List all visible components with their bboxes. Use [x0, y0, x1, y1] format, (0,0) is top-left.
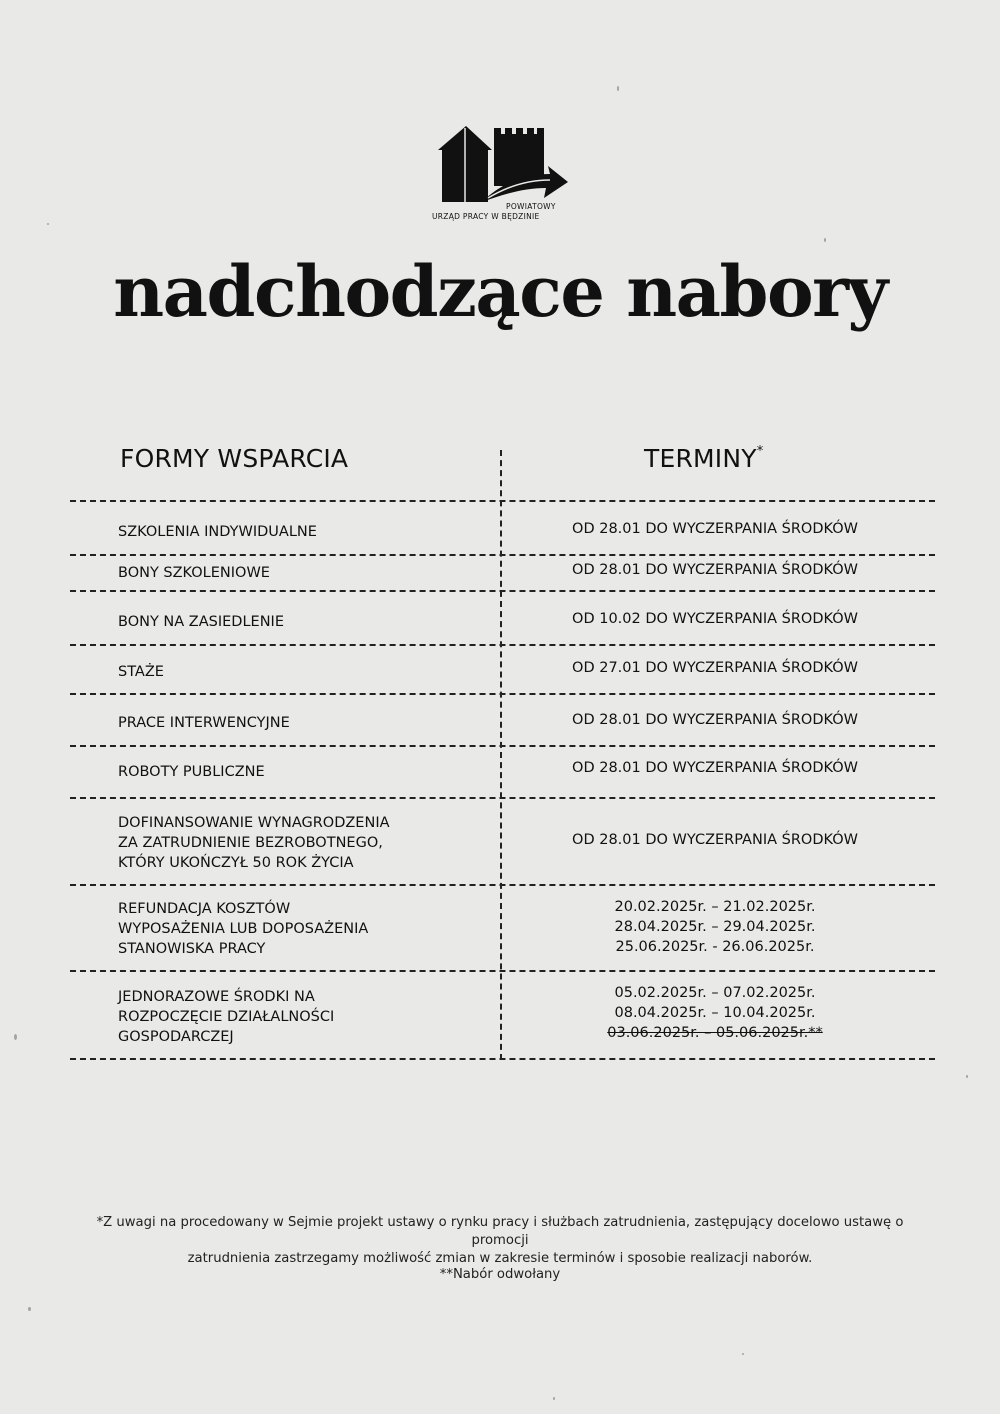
page-title: nadchodzące nabory — [113, 250, 887, 333]
form-line: JEDNORAZOWE ŚRODKI NA — [118, 989, 315, 1005]
form-line: GOSPODARCZEJ — [118, 1029, 234, 1045]
form-line: ROBOTY PUBLICZNE — [118, 764, 265, 780]
table-row-divider — [70, 644, 935, 646]
table-row-form — [118, 762, 265, 782]
table-row-divider — [70, 1058, 935, 1060]
paper-speck — [553, 1397, 555, 1400]
table-row-form — [118, 612, 284, 632]
term-line: OD 28.01 DO WYCZERPANIA ŚRODKÓW — [572, 760, 858, 776]
table-row-divider — [70, 884, 935, 886]
paper-speck — [742, 1353, 744, 1355]
form-line: PRACE INTERWENCYJNE — [118, 715, 290, 731]
form-line: STANOWISKA PRACY — [118, 941, 266, 957]
term-line: OD 10.02 DO WYCZERPANIA ŚRODKÓW — [572, 611, 858, 627]
table-row-divider — [70, 970, 935, 972]
term-line: OD 28.01 DO WYCZERPANIA ŚRODKÓW — [572, 712, 858, 728]
paper-speck — [617, 86, 619, 91]
logo-text-line1: POWIATOWY — [506, 202, 556, 211]
term-line: 25.06.2025r. - 26.06.2025r. — [615, 939, 815, 955]
table-row-divider — [70, 797, 935, 799]
form-line: KTÓRY UKOŃCZYŁ 50 ROK ŻYCIA — [118, 855, 354, 871]
term-line: 05.02.2025r. – 07.02.2025r. — [614, 985, 816, 1001]
table-row-form — [118, 899, 368, 959]
form-line: SZKOLENIA INDYWIDUALNE — [118, 524, 317, 540]
footnote-changes-line2: zatrudnienia zastrzegamy możliwość zmian w zakresie terminów i sposobie realizacji naborów. — [187, 1251, 813, 1266]
table-row-form — [118, 662, 164, 682]
paper-speck — [47, 223, 49, 225]
term-line: 28.04.2025r. – 29.04.2025r. — [614, 919, 816, 935]
term-line: OD 28.01 DO WYCZERPANIA ŚRODKÓW — [572, 832, 858, 848]
logo — [432, 122, 572, 222]
term-line: OD 28.01 DO WYCZERPANIA ŚRODKÓW — [572, 521, 858, 537]
table-row-form — [118, 563, 270, 583]
table-row-form — [118, 713, 290, 733]
paper-speck — [824, 238, 826, 242]
form-line: ZA ZATRUDNIENIE BEZROBOTNEGO, — [118, 835, 383, 851]
term-line: 08.04.2025r. – 10.04.2025r. — [614, 1005, 816, 1021]
table-row-divider — [70, 745, 935, 747]
footnote-cancelled-text: **Nabór odwołany — [439, 1267, 561, 1282]
form-line: STAŻE — [118, 664, 164, 680]
logo-text-line2: URZĄD PRACY W BĘDZINIE — [432, 212, 540, 221]
header-terms-label: TERMINY — [644, 444, 757, 473]
table-row-term — [500, 609, 930, 629]
table-row-term — [500, 830, 930, 850]
table-row-form — [118, 813, 390, 873]
footnote-changes-line1: *Z uwagi na procedowany w Sejmie projekt ustawy o rynku pracy i służbach zatrudnienia, zastępujący docelowo ustawę o promocji — [96, 1215, 904, 1248]
table-row-term — [500, 710, 930, 730]
header-forms-label: FORMY WSPARCIA — [120, 444, 349, 473]
form-line: BONY SZKOLENIOWE — [118, 565, 270, 581]
header-terms — [644, 444, 763, 473]
table-row-term — [500, 758, 930, 778]
table-row-divider — [70, 590, 935, 592]
form-line: DOFINANSOWANIE WYNAGRODZENIA — [118, 815, 390, 831]
table-row-term — [500, 897, 930, 957]
footnote-changes — [70, 1214, 930, 1268]
header-forms — [120, 444, 348, 473]
table-row-divider — [70, 500, 935, 502]
form-line: WYPOSAŻENIA LUB DOPOSAŻENIA — [118, 921, 369, 937]
table-row-term — [500, 983, 930, 1043]
form-line: ROZPOCZĘCIE DZIAŁALNOŚCI — [118, 1009, 335, 1025]
form-line: REFUNDACJA KOSZTÓW — [118, 901, 291, 917]
footnote-cancelled — [70, 1266, 930, 1284]
paper-speck — [966, 1075, 968, 1078]
form-line: BONY NA ZASIEDLENIE — [118, 614, 284, 630]
term-line: 20.02.2025r. – 21.02.2025r. — [614, 899, 816, 915]
table-row-form — [118, 987, 334, 1047]
paper-speck — [14, 1034, 17, 1040]
table-row-term — [500, 519, 930, 539]
term-line: OD 28.01 DO WYCZERPANIA ŚRODKÓW — [572, 562, 858, 578]
term-line-cancelled: 03.06.2025r. – 05.06.2025r.** — [607, 1025, 823, 1041]
table-row-term — [500, 560, 930, 580]
table-column-divider — [500, 450, 502, 1060]
header-terms-footnote-mark: * — [756, 444, 764, 459]
term-line: OD 27.01 DO WYCZERPANIA ŚRODKÓW — [572, 660, 858, 676]
table-row-form — [118, 522, 317, 542]
table-row-divider — [70, 693, 935, 695]
table-row-divider — [70, 554, 935, 556]
castle-logo-icon — [432, 122, 572, 204]
paper-speck — [28, 1307, 31, 1311]
table-row-term — [500, 658, 930, 678]
